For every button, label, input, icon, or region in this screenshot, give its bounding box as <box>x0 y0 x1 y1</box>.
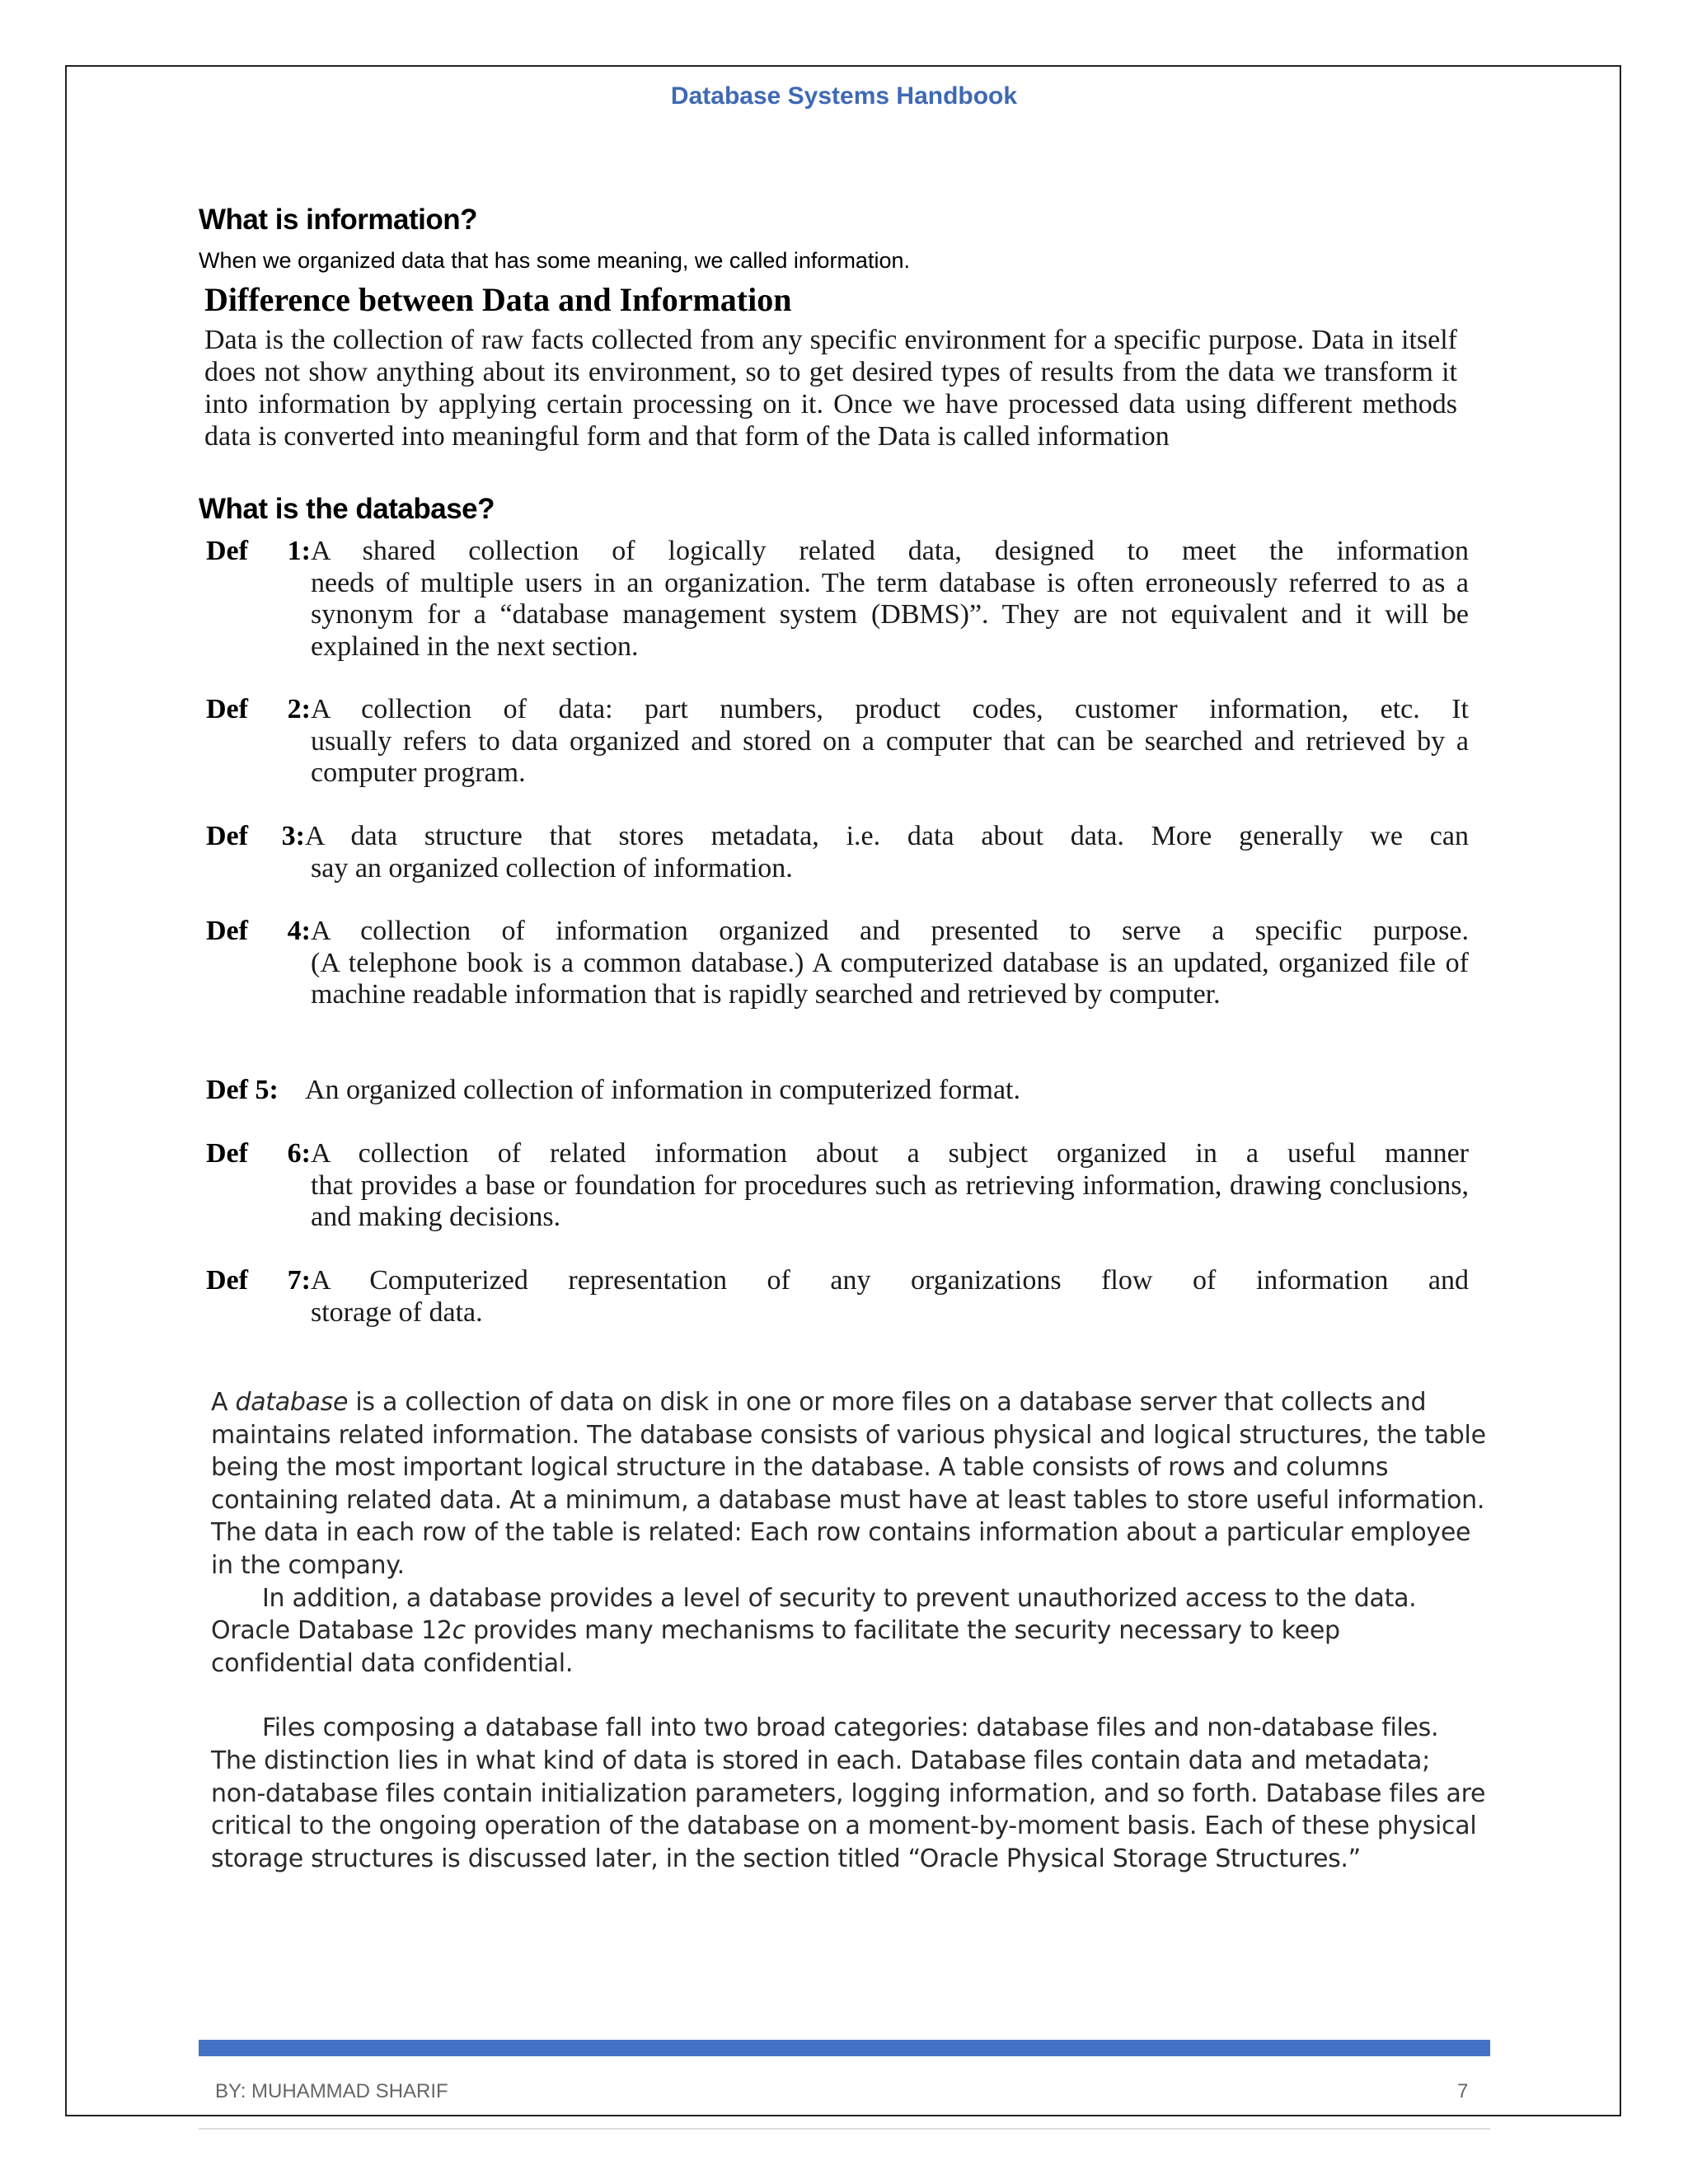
definition-rest: that provides a base or foundation for procedures such as retrieving information, drawing conclusions, and making decisions. <box>311 1169 1469 1232</box>
footer-accent-bar <box>199 2040 1490 2056</box>
definition-first-line: A collection of information organized and presented to serve a specific purpose. <box>311 916 1469 946</box>
definition-label: Def 7: <box>206 1265 311 1296</box>
definition-rest: say an organized collection of information. <box>311 852 793 883</box>
definition-5 <box>206 1075 1469 1107</box>
definition-first-line: A data structure that stores metadata, i.e. data about data. More generally we can <box>305 821 1469 851</box>
definition-first-line: A collection of data: part numbers, product codes, customer information, etc. It <box>311 694 1469 724</box>
definition-rest: (A telephone book is a common database.) A computerized database is an updated, organized file of machine readable information that is rapidly searched and retrieved by computer. <box>311 947 1469 1010</box>
footer-author: BY: MUHAMMAD SHARIF <box>215 2080 448 2102</box>
data-vs-information-paragraph: Data is the collection of raw facts collected from any specific environment for a specific purpose. Data in itself does not show anything about its environment, so to get desired types of results from the data we transform it into information by applying certain processing on it. Once we have processed data using different methods data is converted into meaningful form and that form of the Data is called information <box>204 325 1457 452</box>
footer-page-number: 7 <box>1457 2080 1469 2102</box>
definition-first-line: A collection of related information about a subject organized in a useful manner <box>311 1138 1469 1169</box>
definition-first-line: An organized collection of information in computerized format. <box>305 1075 1020 1105</box>
definition-label: Def 1: <box>206 536 311 566</box>
database-paragraph-1: A database is a collection of data on disk in one or more files on a database server that collects and maintains related information. The database consists of various physical and logical structures, the table being the most important logical structure in the database. A table consists of rows and columns containing related data. At a minimum, a database must have at least tables to store useful information. <box>211 1388 1486 1515</box>
database-paragraph-2: The data in each row of the table is related: Each row contains information about a particular employee in the company. <box>211 1518 1471 1580</box>
definition-label: Def 2: <box>206 694 311 724</box>
definition-3 <box>206 821 1469 884</box>
definition-7 <box>206 1265 1469 1329</box>
page-header-title: Database Systems Handbook <box>670 82 1018 110</box>
definition-1 <box>206 536 1469 663</box>
heading-data-vs-information: Difference between Data and Information <box>204 281 792 318</box>
definition-4 <box>206 916 1469 1011</box>
definition-label: Def 3: <box>206 821 305 851</box>
definition-rest: usually refers to data organized and stored on a computer that can be searched and retrieved by a computer program. <box>311 725 1469 788</box>
information-definition: When we organized data that has some meaning, we called information. <box>199 248 910 273</box>
bottom-divider <box>199 2128 1490 2130</box>
definition-rest: needs of multiple users in an organization. The term database is often erroneously referred to as a synonym for a “database management system (DBMS)”. They are not equivalent and it will be explained in the next section. <box>311 567 1469 662</box>
heading-what-is-database: What is the database? <box>199 493 495 525</box>
database-paragraph-4: Files composing a database fall into two broad categories: database files and non-database files. The distinction lies in what kind of data is stored in each. Database files contain data and metadata; non-database files contain initialization parameters, logging information, and so forth. Database files are critical to the ongoing operation of the database on a moment-by-moment basis. Each of these physical storage structures is discussed later, in the section titled “Oracle Physical Storage Structures.” <box>211 1713 1486 1873</box>
definition-rest: storage of data. <box>311 1296 483 1328</box>
database-paragraph-3: In addition, a database provides a level of security to prevent unauthorized access to the data. Oracle Database 12c provides many mechanisms to facilitate the security necessary to keep confidential data confidential. <box>211 1583 1417 1678</box>
definition-label: Def 6: <box>206 1138 311 1169</box>
definition-2 <box>206 694 1469 790</box>
definition-first-line: A Computerized representation of any organizations flow of information and <box>311 1265 1469 1296</box>
definition-label: Def 4: <box>206 916 311 946</box>
definition-first-line: A shared collection of logically related data, designed to meet the information <box>311 536 1469 566</box>
definition-6 <box>206 1138 1469 1234</box>
definition-label: Def 5: <box>206 1075 279 1105</box>
heading-what-is-information: What is information? <box>199 204 478 236</box>
database-description <box>211 1386 1489 1875</box>
